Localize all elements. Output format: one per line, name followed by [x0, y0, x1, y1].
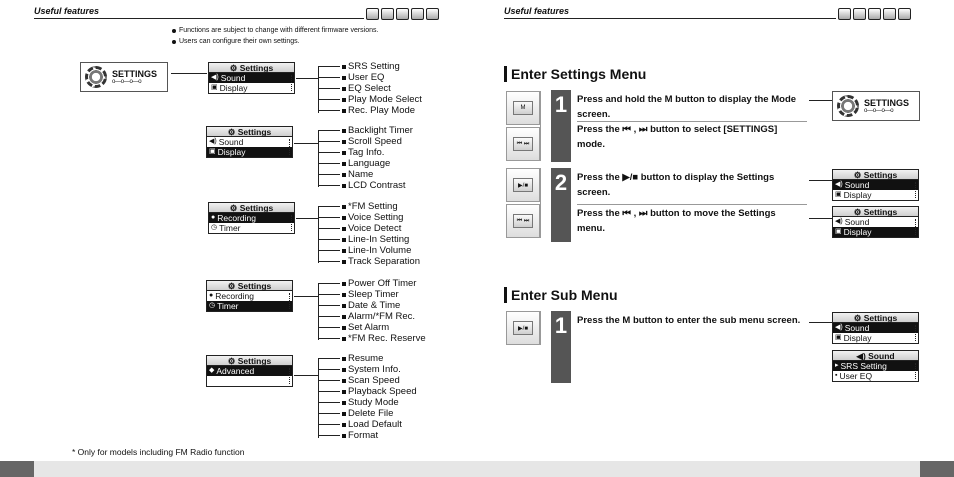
mode-dots-icon: o—o—o—o: [112, 79, 142, 85]
speaker-icon: ◀): [835, 218, 843, 225]
speaker-icon: ◀): [211, 74, 219, 81]
gear-small-icon: ⚙: [853, 207, 864, 217]
skip-keys-icon: ⏮ ⏭: [513, 137, 533, 151]
lcd-title: [207, 281, 292, 291]
speaker-icon: ◀): [209, 138, 217, 145]
gear-icon: [85, 66, 107, 88]
lcd-settings-sound: [208, 62, 295, 94]
menu-item: Language: [318, 158, 413, 169]
lcd-settings-recording: [208, 202, 295, 234]
pointer-icon: ▪: [835, 372, 838, 379]
microphone-icon: ●: [211, 214, 216, 221]
button-column-rule: [540, 168, 541, 238]
menu-item: Delete File: [318, 408, 417, 419]
footnote: * Only for models including FM Radio function: [72, 447, 245, 457]
speaker-icon: ◀): [856, 351, 869, 361]
left-header-rule: [34, 18, 364, 19]
menu-item: *FM Rec. Reserve: [318, 333, 426, 344]
connector: [294, 143, 318, 144]
lcd-row-srs: [833, 361, 918, 371]
step-separator: [577, 204, 807, 205]
mode-icon: [366, 8, 379, 20]
step-1-text-a: Press and hold the M button to display the Mode screen.: [577, 94, 797, 120]
settings-mode-screen: [80, 62, 168, 92]
prev-next-button[interactable]: [506, 204, 540, 238]
menu-item: *FM Setting: [318, 201, 420, 212]
lcd-row-sound: [209, 73, 294, 83]
menu-item: Resume: [318, 353, 417, 364]
clock-icon: ◷: [211, 224, 218, 231]
menu-item: Date & Time: [318, 300, 426, 311]
menu-group-advanced: [318, 353, 417, 441]
display-icon: ▣: [211, 84, 218, 91]
arrow-right-icon: [171, 73, 207, 74]
right-footer-tab: [920, 461, 954, 477]
right-header-icons: [838, 8, 911, 20]
left-footer-tab: [0, 461, 34, 477]
menu-item: Power Off Timer: [318, 278, 426, 289]
mode-dots-icon: o—o—o—o: [864, 108, 894, 114]
step-1-text-b: Press the ⏮ , ⏭ button to select [SETTINGS] mode.: [577, 124, 778, 150]
lcd-row-sound: [207, 137, 292, 147]
menu-item: Scroll Speed: [318, 136, 413, 147]
edit-icon: [868, 8, 881, 20]
lcd-row-label: Display: [843, 227, 872, 237]
lcd-title: [833, 313, 918, 323]
lcd-title-text: Settings: [237, 356, 272, 366]
lcd-row-usereq: [833, 371, 918, 381]
lcd-row-label: Sound: [844, 323, 870, 333]
menu-item: Voice Setting: [318, 212, 420, 223]
lcd-settings-sound: [832, 312, 919, 344]
settings-gear-icon: [898, 8, 911, 20]
speaker-icon: ◀): [835, 181, 843, 188]
lcd-row-label: User EQ: [839, 371, 873, 381]
lcd-settings-display: [832, 206, 919, 238]
mode-icon: [838, 8, 851, 20]
menu-item: Voice Detect: [318, 223, 420, 234]
step-2-text-a: Press the ▶/■ button to display the Settings screen.: [577, 172, 775, 198]
play-stop-key-icon: ▶/■: [513, 321, 533, 335]
callout-line: [809, 322, 832, 323]
menu-item: Play Mode Select: [318, 94, 422, 105]
note-text: Functions are subject to change with different firmware versions.: [179, 27, 379, 34]
section-title-submenu: [504, 287, 618, 303]
menu-item: EQ Select: [318, 83, 422, 94]
lcd-row-sound: [833, 180, 918, 190]
microphone-icon: ●: [209, 292, 214, 299]
left-header-title: Useful features: [34, 6, 100, 16]
lcd-row-display: [207, 147, 292, 157]
menu-item: Format: [318, 430, 417, 441]
menu-item: User EQ: [318, 72, 422, 83]
lcd-row-timer: [209, 223, 294, 233]
lcd-scrollbar: [289, 293, 291, 309]
lcd-row-sound: [833, 217, 918, 227]
lcd-title-text: Settings: [237, 127, 272, 137]
gear-small-icon: ⚙: [229, 63, 240, 73]
lcd-row-label: Sound: [844, 217, 870, 227]
settings-gear-icon: [426, 8, 439, 20]
step-2-text-b: Press the ⏮ , ⏭ button to move the Settings menu.: [577, 208, 776, 234]
gear-small-icon: ⚙: [227, 281, 238, 291]
lcd-title: [833, 207, 918, 217]
menu-item: SRS Setting: [318, 61, 422, 72]
menu-item: LCD Contrast: [318, 180, 413, 191]
left-footer-bar: [0, 461, 477, 477]
callout-line: [809, 100, 832, 101]
section-title-text: Enter Sub Menu: [511, 287, 618, 303]
lcd-settings-sound: [832, 169, 919, 201]
settings-mode-label: SETTINGS: [112, 69, 158, 79]
lcd-row-recording: [207, 291, 292, 301]
speaker-icon: ◀): [835, 324, 843, 331]
file-icon: [381, 8, 394, 20]
lcd-scrollbar: [915, 219, 917, 235]
clock-icon: ◷: [209, 302, 216, 309]
lcd-title-text: Settings: [239, 203, 274, 213]
menu-item: Set Alarm: [318, 322, 426, 333]
settings-mode-label: SETTINGS: [864, 98, 910, 108]
settings-mode-screen: [832, 91, 920, 121]
lcd-row-label: Sound: [218, 137, 244, 147]
step-1-box: [571, 90, 809, 162]
tools-icon: [883, 8, 896, 20]
menu-item: System Info.: [318, 364, 417, 375]
section-title-text: Enter Settings Menu: [511, 66, 647, 82]
gear-small-icon: ⚙: [853, 313, 864, 323]
button-column-rule: [540, 91, 541, 161]
lcd-title-text: Settings: [237, 281, 272, 291]
menu-item: Line-In Setting: [318, 234, 420, 245]
lcd-row-sound: [833, 323, 918, 333]
section-title-settings: [504, 66, 646, 82]
lcd-title-text: Settings: [863, 313, 898, 323]
note-2: [172, 38, 300, 45]
display-icon: ▣: [835, 228, 842, 235]
menu-item: Rec. Play Mode: [318, 105, 422, 116]
file-icon: [853, 8, 866, 20]
lcd-settings-timer: [206, 280, 293, 312]
note-1: [172, 27, 378, 34]
lcd-title: [833, 170, 918, 180]
lcd-row-recording: [209, 213, 294, 223]
left-header-icons: [366, 8, 439, 20]
display-icon: ▣: [209, 148, 216, 155]
callout-line: [809, 180, 832, 181]
lcd-scrollbar: [915, 325, 917, 341]
lcd-row-display: [833, 333, 918, 343]
right-header-rule: [504, 18, 836, 19]
button-column-rule: [540, 311, 541, 345]
pointer-icon: ▸: [835, 362, 839, 369]
step-number-2: 2: [551, 168, 571, 242]
bullet-icon: [172, 40, 176, 44]
lcd-row-label: Sound: [220, 73, 246, 83]
lcd-row-label: Recording: [217, 213, 256, 223]
lcd-title: [833, 351, 918, 361]
lcd-row-display: [833, 227, 918, 237]
menu-item: Backlight Timer: [318, 125, 413, 136]
bullet-icon: [172, 29, 176, 33]
m-button[interactable]: [506, 91, 540, 125]
lcd-row-advanced: [207, 366, 292, 376]
lcd-row-label: SRS Setting: [840, 361, 887, 371]
menu-item: Name: [318, 169, 413, 180]
connector: [296, 78, 318, 79]
lcd-title: [209, 63, 294, 73]
lcd-sound-submenu: [832, 350, 919, 382]
menu-item: Load Default: [318, 419, 417, 430]
edit-icon: [396, 8, 409, 20]
menu-item: Tag Info.: [318, 147, 413, 158]
lcd-row-label: Display: [843, 333, 872, 343]
play-stop-button[interactable]: [506, 168, 540, 202]
gear-icon: [837, 95, 859, 117]
lcd-settings-display: [206, 126, 293, 158]
lcd-scrollbar: [291, 215, 293, 231]
advanced-icon: ◆: [209, 367, 215, 374]
lcd-row-label: Recording: [215, 291, 254, 301]
lcd-title: [209, 203, 294, 213]
menu-group-recording: [318, 201, 420, 267]
lcd-scrollbar: [289, 368, 291, 384]
gear-small-icon: ⚙: [227, 127, 238, 137]
lcd-scrollbar: [289, 139, 291, 155]
lcd-row-display: [833, 190, 918, 200]
lcd-scrollbar: [915, 182, 917, 198]
step-1-sub-text: Press the M button to enter the sub menu screen.: [577, 315, 801, 326]
lcd-title: [207, 127, 292, 137]
lcd-row-label: Display: [843, 190, 872, 200]
right-footer-bar: [477, 461, 954, 477]
lcd-title-text: Settings: [863, 170, 898, 180]
m-key-icon: M: [513, 101, 533, 115]
menu-group-display: [318, 125, 413, 191]
lcd-row-label: Timer: [219, 223, 241, 233]
display-icon: ▣: [835, 334, 842, 341]
lcd-row-label: Sound: [844, 180, 870, 190]
lcd-scrollbar: [915, 363, 917, 379]
step-2-box: [571, 168, 809, 242]
menu-item: Line-In Volume: [318, 245, 420, 256]
step-number-1: 1: [551, 90, 571, 162]
step-1-sub-box: [571, 311, 809, 383]
lcd-row-label: Display: [217, 147, 246, 157]
lcd-title: [207, 356, 292, 366]
prev-next-button[interactable]: [506, 127, 540, 161]
menu-group-sound: [318, 61, 422, 116]
callout-line: [809, 218, 832, 219]
lcd-row-label: Timer: [217, 301, 239, 311]
gear-small-icon: ⚙: [853, 170, 864, 180]
menu-item: Track Separation: [318, 256, 420, 267]
tools-icon: [411, 8, 424, 20]
connector: [296, 218, 318, 219]
connector: [294, 296, 318, 297]
lcd-row-display: [209, 83, 294, 93]
lcd-title-text: Settings: [239, 63, 274, 73]
lcd-row-label: Display: [219, 83, 248, 93]
lcd-row-label: Advanced: [216, 366, 255, 376]
menu-item: Playback Speed: [318, 386, 417, 397]
display-icon: ▣: [835, 191, 842, 198]
lcd-title-text: Settings: [863, 207, 898, 217]
lcd-settings-advanced: [206, 355, 293, 387]
step-number-1-sub: 1: [551, 311, 571, 383]
menu-item: Study Mode: [318, 397, 417, 408]
lcd-scrollbar: [291, 75, 293, 91]
menu-group-timer: [318, 278, 426, 344]
gear-small-icon: ⚙: [229, 203, 240, 213]
menu-item: Scan Speed: [318, 375, 417, 386]
step-separator: [577, 121, 807, 122]
lcd-title-text: Sound: [868, 351, 895, 361]
skip-keys-icon: ⏮ ⏭: [513, 214, 533, 228]
menu-item: Sleep Timer: [318, 289, 426, 300]
note-text: Users can configure their own settings.: [179, 38, 300, 45]
lcd-row-timer: [207, 301, 292, 311]
right-header-title: Useful features: [504, 6, 570, 16]
menu-item: Alarm/*FM Rec.: [318, 311, 426, 322]
play-stop-key-icon: ▶/■: [513, 178, 533, 192]
connector: [294, 375, 318, 376]
gear-small-icon: ⚙: [227, 356, 238, 366]
play-stop-button[interactable]: [506, 311, 540, 345]
